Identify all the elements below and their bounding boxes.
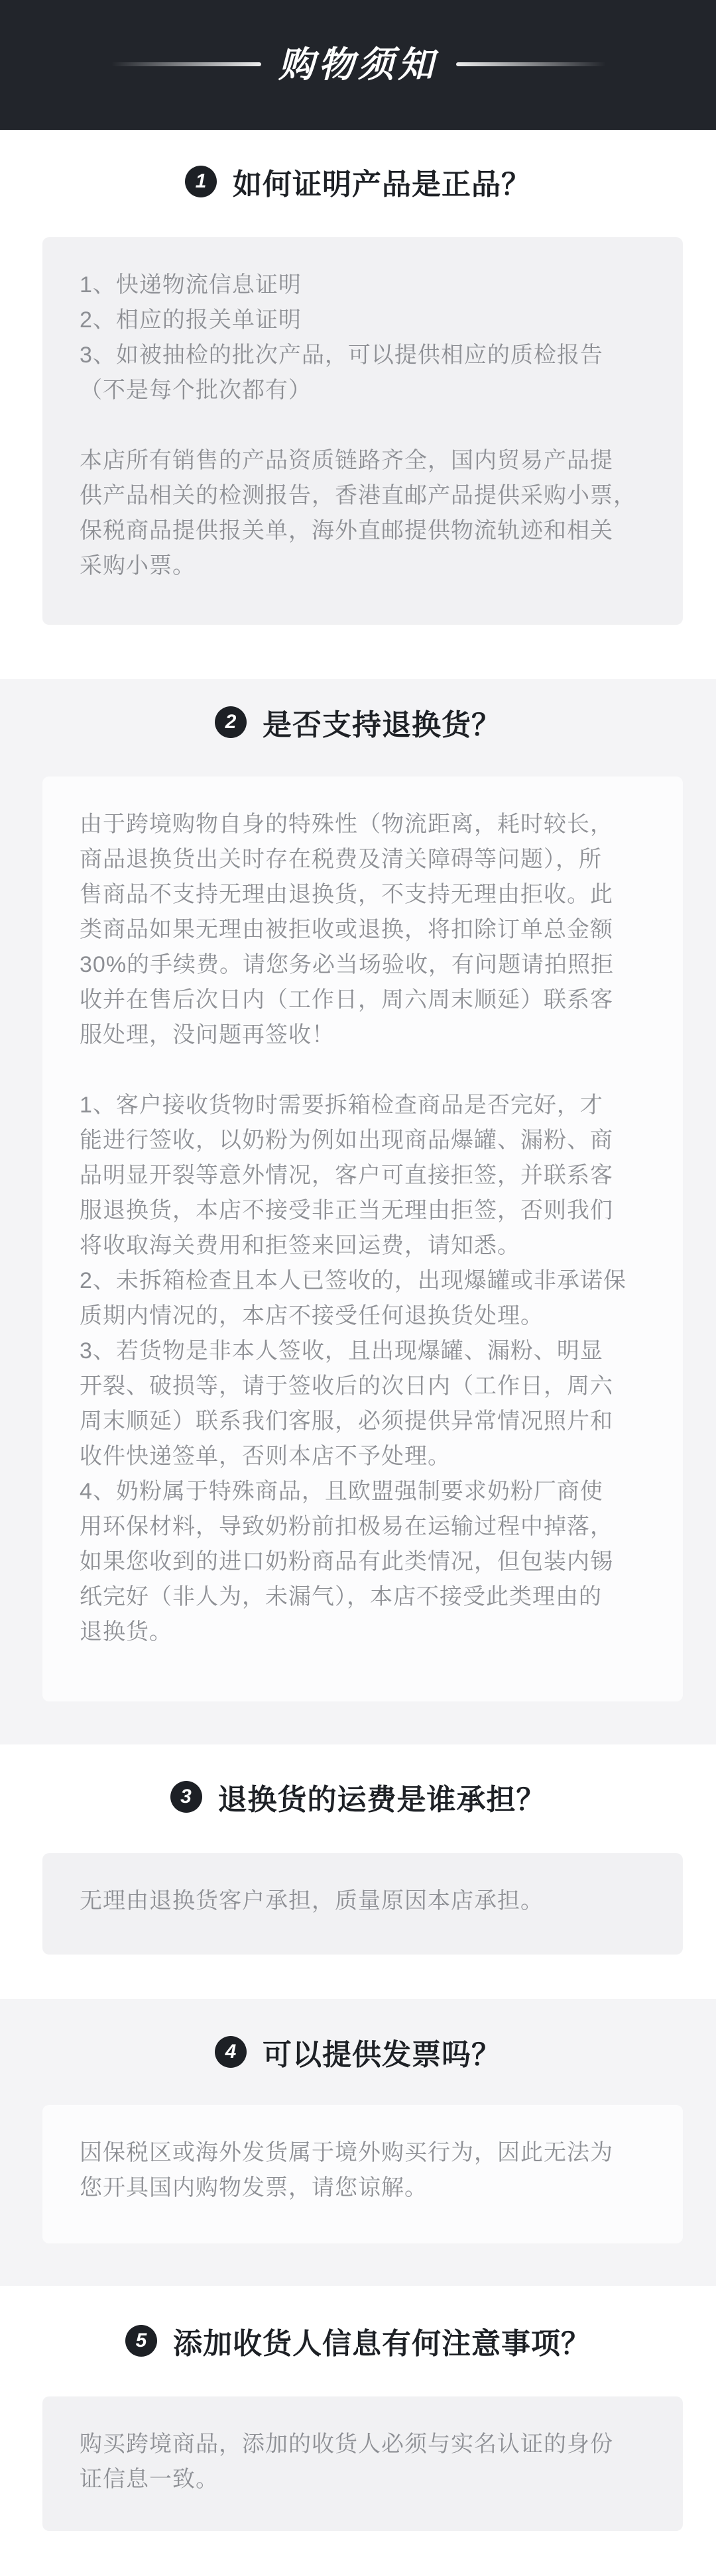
notice-text-line: 品明显开裂等意外情况，客户可直接拒签，并联系客 [80, 1163, 613, 1188]
notice-paragraph [80, 268, 646, 408]
question-number-badge-4: 4 [215, 2036, 247, 2068]
notice-text-line: 您开具国内购物发票，请您谅解。 [80, 2175, 428, 2200]
question-title-2: 是否支持退换货？ [263, 709, 501, 741]
notice-paragraph [80, 1088, 646, 1650]
question-number-badge-3: 3 [170, 1781, 202, 1813]
notice-text-line: （不是每个批次都有） [80, 378, 312, 403]
notice-text-line: 商品退换货出关时存在税费及清关障碍等问题），所 [80, 847, 602, 872]
notice-text-line: 供产品相关的检测报告，香港直邮产品提供采购小票， [80, 483, 636, 508]
notice-text-line: 能进行签收，以奶粉为例如出现商品爆罐、漏粉、商 [80, 1128, 613, 1153]
section-invoice [0, 1999, 716, 2286]
notice-paragraph [80, 807, 646, 1053]
banner-title: 购物须知 [278, 45, 438, 85]
notice-text-line: 因保税区或海外发货属于境外购买行为，因此无法为 [80, 2140, 613, 2165]
question-heading-4 [0, 2035, 716, 2069]
notice-banner [0, 0, 716, 130]
notice-box-5 [42, 2396, 683, 2531]
notice-text-line: 1、客户接收货物时需要拆箱检查商品是否完好，才 [80, 1093, 603, 1118]
notice-text-line: 2、相应的报关单证明 [80, 307, 302, 333]
section-authenticity [0, 130, 716, 679]
notice-text-line: 本店所有销售的产品资质链路齐全，国内贸易产品提 [80, 448, 613, 473]
notice-text-line: 服处理，没问题再签收！ [80, 1022, 335, 1047]
notice-text-line: 退换货。 [80, 1619, 172, 1644]
notice-box-1 [42, 237, 683, 625]
notice-box-2 [42, 777, 683, 1701]
notice-text-line: 证信息一致。 [80, 2467, 219, 2492]
notice-paragraph [80, 1884, 646, 1919]
notice-text-line: 售商品不支持无理由退换货，不支持无理由拒收。此 [80, 882, 613, 907]
question-number-badge-2: 2 [215, 706, 247, 738]
notice-box-4 [42, 2105, 683, 2243]
notice-text-line: 1、快递物流信息证明 [80, 272, 302, 297]
question-heading-3 [0, 1780, 716, 1814]
question-title-1: 如何证明产品是正品？ [233, 168, 531, 201]
notice-paragraph [80, 2135, 646, 2206]
question-title-4: 可以提供发票吗？ [263, 2039, 501, 2071]
notice-text-line: 开裂、破损等，请于签收后的次日内（工作日，周六 [80, 1373, 613, 1399]
notice-text-line: 2、未拆箱检查且本人已签收的，出现爆罐或非承诺保 [80, 1268, 626, 1293]
notice-text-line: 周末顺延）联系我们客服，必须提供异常情况照片和 [80, 1409, 613, 1434]
notice-text-line: 无理由退换货客户承担，质量原因本店承担。 [80, 1888, 544, 1913]
notice-text-line: 如果您收到的进口奶粉商品有此类情况，但包装内锡 [80, 1549, 613, 1574]
question-heading-5 [0, 2324, 716, 2358]
section-return-shipping-fee [0, 1744, 716, 1999]
notice-text-line: 服退换货，本店不接受非正当无理由拒签，否则我们 [80, 1198, 613, 1223]
notice-text-line: 保税商品提供报关单，海外直邮提供物流轨迹和相关 [80, 518, 613, 543]
notice-text-line: 采购小票。 [80, 553, 196, 578]
notice-text-line: 收件快递签单，否则本店不予处理。 [80, 1444, 451, 1469]
notice-text-line: 3、若货物是非本人签收，且出现爆罐、漏粉、明显 [80, 1338, 603, 1364]
question-number-badge-1: 1 [185, 166, 217, 197]
notice-text-line: 30%的手续费。请您务必当场验收，有问题请拍照拒 [80, 952, 615, 977]
notice-text-line: 购买跨境商品，添加的收货人必须与实名认证的身份 [80, 2432, 613, 2457]
notice-text-line: 纸完好（非人为，未漏气），本店不接受此类理由的 [80, 1584, 602, 1609]
question-number-badge-5: 5 [125, 2325, 157, 2357]
section-recipient-info [0, 2286, 716, 2576]
question-heading-2 [0, 705, 716, 739]
question-heading-1 [0, 164, 716, 199]
question-title-3: 退换货的运费是谁承担？ [217, 1784, 546, 1816]
notice-text-line: 类商品如果无理由被拒收或退换，将扣除订单总金额 [80, 917, 613, 942]
notice-paragraph [80, 443, 646, 584]
notice-text-line: 将收取海关费用和拒签来回运费，请知悉。 [80, 1233, 520, 1258]
notice-text-line: 收并在售后次日内（工作日，周六周末顺延）联系客 [80, 987, 613, 1012]
notice-text-line: 质期内情况的，本店不接受任何退换货处理。 [80, 1303, 544, 1328]
notice-text-line: 4、奶粉属于特殊商品，且欧盟强制要求奶粉厂商使 [80, 1479, 603, 1504]
notice-text-line: 用环保材料，导致奶粉前扣极易在运输过程中掉落， [80, 1514, 613, 1539]
section-returns-policy [0, 679, 716, 1744]
notice-text-line: 3、如被抽检的批次产品，可以提供相应的质检报告 [80, 343, 603, 368]
notice-box-3 [42, 1853, 683, 1955]
question-title-5: 添加收货人信息有何注意事项？ [173, 2328, 591, 2360]
notice-paragraph [80, 2427, 646, 2497]
notice-text-line: 由于跨境购物自身的特殊性（物流距离，耗时较长， [80, 812, 613, 837]
